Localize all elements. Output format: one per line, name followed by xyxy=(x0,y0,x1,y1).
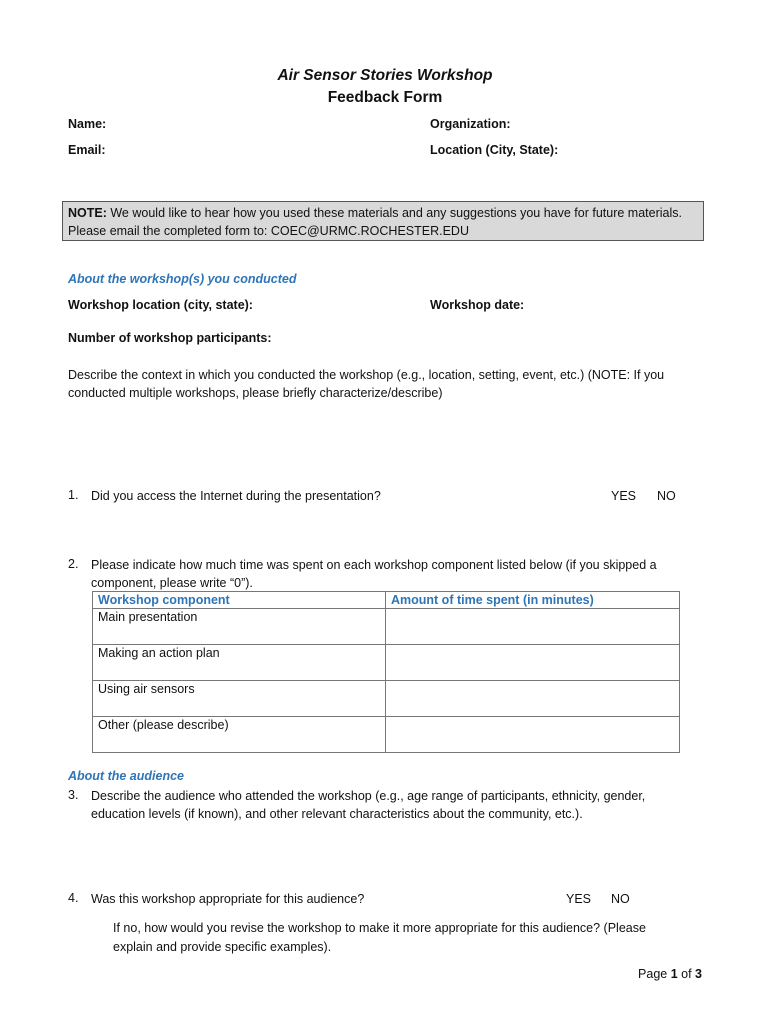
time-input-cell[interactable] xyxy=(386,717,680,753)
q4-followup xyxy=(113,919,713,957)
table-row xyxy=(93,645,680,681)
q4-number: 4. xyxy=(68,891,79,905)
participants-label: Number of workshop participants: xyxy=(68,331,272,345)
header-workshop-component: Workshop component xyxy=(93,592,386,609)
note-box xyxy=(62,201,704,241)
q2-line-1: Please indicate how much time was spent on each workshop component listed below (if you skipped a xyxy=(91,558,657,572)
note-label: NOTE: xyxy=(68,206,107,220)
q3-line-2: education levels (if known), and other relevant characteristics about the community, etc.). xyxy=(91,807,583,821)
context-prompt xyxy=(68,366,708,402)
q4-no-option[interactable]: NO xyxy=(611,892,630,906)
time-input-cell[interactable] xyxy=(386,609,680,645)
page-current: 1 xyxy=(670,967,678,981)
q3-number: 3. xyxy=(68,788,79,802)
name-label: Name: xyxy=(68,117,107,131)
q2-line-2: component, please write “0”). xyxy=(91,576,253,590)
component-cell: Using air sensors xyxy=(93,681,386,717)
component-cell: Other (please describe) xyxy=(93,717,386,753)
page-prefix: Page xyxy=(638,967,671,981)
organization-label: Organization: xyxy=(430,117,511,131)
q2-text xyxy=(91,556,711,592)
q3-text xyxy=(91,787,711,823)
time-spent-table xyxy=(92,591,680,753)
component-cell: Making an action plan xyxy=(93,645,386,681)
q4-followup-line-2: explain and provide specific examples). xyxy=(113,940,332,954)
page-total: 3 xyxy=(695,967,702,981)
q1-text: Did you access the Internet during the presentation? xyxy=(91,489,381,503)
q4-followup-line-1: If no, how would you revise the workshop to make it more appropriate for this audience? (Please xyxy=(113,921,646,935)
q1-yes-option[interactable]: YES xyxy=(611,489,637,503)
q3-line-1: Describe the audience who attended the workshop (e.g., age range of participants, ethnicity, gender, xyxy=(91,789,646,803)
table-header-row xyxy=(93,592,680,609)
q4-text: Was this workshop appropriate for this audience? xyxy=(91,892,365,906)
audience-section-heading: About the audience xyxy=(68,769,184,783)
workshop-date-label: Workshop date: xyxy=(430,298,525,312)
email-label: Email: xyxy=(68,143,106,157)
workshop-location-label: Workshop location (city, state): xyxy=(68,298,253,312)
workshop-section-heading: About the workshop(s) you conducted xyxy=(68,272,297,286)
component-cell: Main presentation xyxy=(93,609,386,645)
context-line-1: Describe the context in which you conducted the workshop (e.g., location, setting, event, etc.) (NOTE: If you xyxy=(68,368,665,382)
header-time-spent: Amount of time spent (in minutes) xyxy=(386,592,680,609)
q2-number: 2. xyxy=(68,557,79,571)
note-line-1 xyxy=(68,204,698,222)
table-row xyxy=(93,717,680,753)
note-text: We would like to hear how you used these materials and any suggestions you have for future materials. xyxy=(106,206,682,220)
time-input-cell[interactable] xyxy=(386,681,680,717)
q1-number: 1. xyxy=(68,488,79,502)
page-number xyxy=(638,967,702,981)
location-label: Location (City, State): xyxy=(430,143,559,157)
table-row xyxy=(93,609,680,645)
table-row xyxy=(93,681,680,717)
q4-yes-option[interactable]: YES xyxy=(566,892,592,906)
form-title: Air Sensor Stories Workshop xyxy=(277,67,493,84)
note-line-2: Please email the completed form to: COEC@URMC.ROCHESTER.EDU xyxy=(68,224,469,238)
q1-no-option[interactable]: NO xyxy=(657,489,676,503)
form-subtitle: Feedback Form xyxy=(327,89,443,106)
page-of: of xyxy=(677,967,696,981)
time-input-cell[interactable] xyxy=(386,645,680,681)
context-line-2: conducted multiple workshops, please briefly characterize/describe) xyxy=(68,386,443,400)
